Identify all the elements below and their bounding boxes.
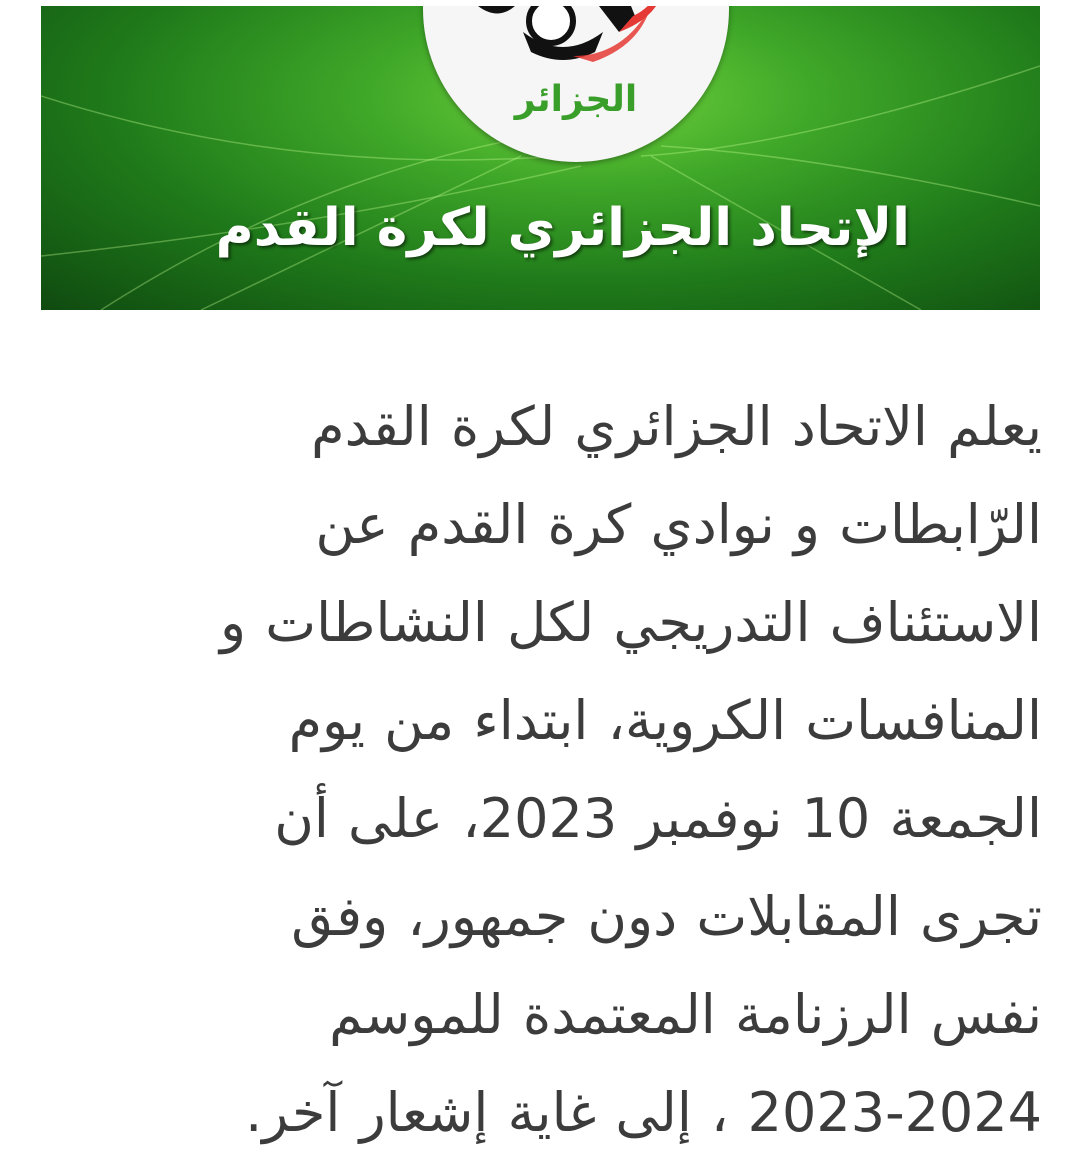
article-line: 2023-2024 ، إلى غاية إشعار آخر. [245, 1081, 1042, 1144]
article-line: المنافسات الكروية، ابتداء من يوم [288, 689, 1042, 752]
federation-emblem [423, 6, 729, 162]
banner-title: الإتحاد الجزائري لكرة القدم [215, 198, 910, 258]
article-line: الرّابطات و نوادي كرة القدم عن [315, 493, 1042, 556]
article-line: نفس الرزنامة المعتمدة للموسم [329, 983, 1042, 1046]
article-line: الجمعة 10 نوفمبر 2023، على أن [274, 787, 1042, 850]
header-banner [41, 6, 1040, 310]
article-line: يعلم الاتحاد الجزائري لكرة القدم [311, 395, 1042, 458]
article-line: الاستئناف التدريجي لكل النشاطات و [220, 591, 1042, 654]
article-body [30, 378, 1042, 1162]
emblem-country-label: الجزائر [514, 79, 638, 120]
article-line: تجرى المقابلات دون جمهور، وفق [291, 885, 1042, 948]
